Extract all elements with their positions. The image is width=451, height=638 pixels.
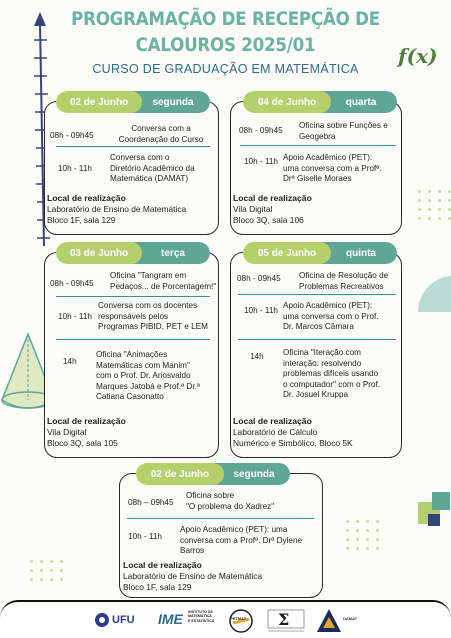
ime-logo-subtitle: INSTITUTO DE MATEMÁTICA E ESTATÍSTICA [188, 610, 215, 623]
sigma-diagram-icon [266, 608, 306, 634]
day-label: quinta [319, 242, 397, 264]
divider [56, 339, 210, 340]
divider [238, 339, 396, 340]
time-label: 14h [63, 357, 77, 366]
date-tab [56, 242, 210, 264]
subtitle: CURSO DE GRADUAÇÃO EM MATEMÁTICA [92, 62, 359, 76]
time-label: 08h - 09h45 [237, 274, 281, 283]
event-text: Oficina "Tangram em Pedaços... de Porcentagem!" [110, 271, 217, 291]
time-label: 10h - 11h [244, 157, 278, 166]
time-label: 08h - 09h45 [239, 126, 283, 135]
date-label: 02 de Junho [136, 463, 224, 485]
location-text: Laboratório de Ensino de Matemática Bloco 1F, sala 129 [123, 571, 263, 592]
event-text: Oficina "Animações Matemáticas com Manim" com o Prof. Dr. Ariosvaldo Marques Jatobá e Prof.ª Dr.ª Catiana Casonatto [96, 350, 200, 401]
event-text: Conversa com o Diretório Acadêmico da Matemática (DAMAT) [110, 153, 195, 183]
dot-grid-decoration [418, 190, 451, 220]
location-label: Local de realização [47, 416, 126, 426]
damat-logo-text: DAMAT [343, 616, 358, 621]
date-tab [56, 91, 210, 113]
event-text: Oficina "Iteração com interação: resolvendo problemas difíceis usando o computador" com o Prof. Dr. Josuel Kruppa [283, 348, 381, 399]
location-label: Local de realização [233, 193, 312, 203]
event-text: Apoio Acadêmico (PET): uma conversa com a Profª. Drª Dylene Barros [180, 525, 303, 555]
event-text: Conversa com a Coordenação do Curso [118, 124, 204, 144]
time-label: 08h - 09h45 [50, 131, 94, 140]
location-text: Laboratório de Ensino de Matemática Bloco 1F, sala 129 [47, 204, 187, 225]
ime-logo: IME [158, 611, 183, 627]
date-label: 03 de Junho [56, 242, 142, 264]
time-label: 10h - 11h [58, 164, 92, 173]
divider [127, 518, 314, 519]
event-text: Apoio Acadêmico (PET): uma conversa com a Profª. Drª Giselle Moraes [283, 153, 382, 183]
protractor-decoration [408, 272, 451, 332]
dot-grid-decoration [30, 560, 64, 581]
event-text: Oficina sobre "O problema do Xadrez" [186, 491, 275, 511]
title-line-2: CALOUROS 2025/01 [135, 34, 316, 56]
damat-logo-icon [316, 608, 342, 634]
fx-logo: f(x) [398, 44, 438, 68]
day-label: segunda [130, 91, 210, 113]
time-label: 10h - 11h [244, 306, 278, 315]
location-text: Vila Digital Bloco 3Q, sala 105 [47, 427, 118, 448]
date-tab [136, 463, 290, 485]
event-text: Oficina sobre Funções e Geogebra [299, 121, 388, 141]
date-tab [243, 91, 397, 113]
location-label: Local de realização [123, 560, 202, 570]
event-text: Conversa com os docentes responsáveis pelos Programas PIBID, PET e LEM [98, 301, 208, 331]
ufu-emblem-icon [94, 612, 110, 628]
divider [238, 294, 396, 295]
title-line-1: PROGRAMAÇÃO DE RECEPÇÃO DE [71, 8, 380, 30]
geometric-shapes-decoration [410, 488, 451, 536]
time-label: 08h – 09h45 [128, 498, 174, 507]
ufu-logo: UFU [112, 614, 135, 626]
date-tab [243, 242, 397, 264]
event-text: Oficina de Resolução de Problemas Recreativos [299, 271, 389, 291]
day-label: quarta [319, 91, 397, 113]
sigma-logo: Σ [278, 610, 290, 629]
time-label: 08h - 09h45 [50, 279, 94, 288]
time-label: 10h - 11h [128, 532, 162, 541]
dot-grid-decoration [346, 520, 380, 550]
divider [240, 145, 396, 146]
location-label: Local de realização [47, 193, 126, 203]
time-label: 10h - 11h [58, 312, 92, 321]
date-label: 04 de Junho [243, 91, 331, 113]
divider [56, 296, 210, 297]
day-label: segunda [212, 463, 290, 485]
date-label: 05 de Junho [243, 242, 331, 264]
footer-logos [0, 600, 451, 638]
petmat-logo-icon [228, 608, 254, 634]
location-text: Laboratório de Cálculo Numérico e Simbólico, Bloco 5K [233, 427, 353, 448]
petmat-logo-text: PETMAT [230, 616, 247, 621]
day-label: terça [130, 242, 210, 264]
event-text: Apoio Acadêmico (PET): uma conversa com o Prof. Dr. Marcos Câmara [283, 301, 379, 331]
date-label: 02 de Junho [56, 91, 142, 113]
divider [56, 146, 210, 147]
location-text: Vila Digital Bloco 3Q, sala 106 [233, 204, 304, 225]
location-label: Local de realização [233, 416, 312, 426]
time-label: 14h [250, 352, 264, 361]
